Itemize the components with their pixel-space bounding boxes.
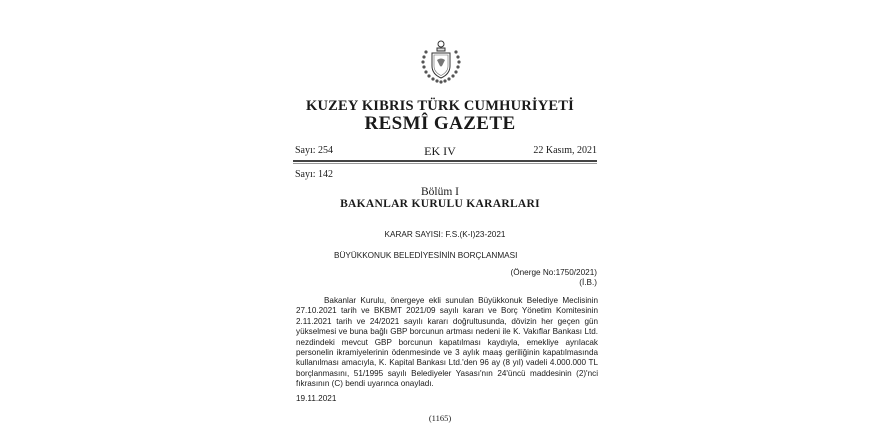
decision-body: Bakanlar Kurulu, önergeye ekli sunulan Büyükkonuk Belediye Meclisinin 27.10.2021 tarih ve BKBMT 2021/09 sayılı kararı ve Borç Yönetim Komitesinin 2.11.2021 tarih ve 24/2021 sayılı kararı doğrultusunda, dövizin her geçen gün yükselmesi ve buna bağlı GBP borcunun artması nedeni ile K. Vakıflar Bankası Ltd. nezdindeki mevcut GBP borcunun kapatılması kaydıyla, emekliye ayrılacak personelin ikramiyelerinin ödenmesinde ve 3 aylık maaş geriliğinin kapatılmasında kullanılması amacıyla, K. Kapital Bankası Ltd.'den 96 ay (8 yıl) vadeli 4.000.000 TL borçlanmasını, 51/1995 sayılı Belediyeler Yasası'nın 24'üncü maddesinin (2)'nci fıkrasının (C) bendi uyarınca onayladı. [296,296,598,389]
country-name: KUZEY KIBRIS TÜRK CUMHURİYETİ [305,98,575,114]
gazette-title: RESMÎ GAZETE [364,113,516,134]
header-divider-thin [293,163,597,164]
signed-date: 19.11.2021 [296,394,337,403]
section-number: Sayı: 142 [295,169,334,180]
decision-number: KARAR SAYISI: F.S.(K-I)23-2021 [384,230,506,239]
initials: (İ.B.) [579,278,597,287]
header-divider [293,160,597,162]
section-title: BAKANLAR KURULU KARARLARI [340,198,540,210]
issue-number: Sayı: 254 [295,145,334,156]
annex-label: EK IV [424,144,456,158]
proposal-number: (Önerge No:1750/2021) [510,268,597,277]
publication-date: 22 Kasım, 2021 [533,145,597,156]
decision-subject: BÜYÜKKONUK BELEDİYESİNİN BORÇLANMASI [334,251,518,260]
section-part: Bölüm I [420,186,459,198]
coat-of-arms-icon [420,38,462,86]
page-number: (1165) [428,413,452,423]
proposal-block [511,268,597,288]
